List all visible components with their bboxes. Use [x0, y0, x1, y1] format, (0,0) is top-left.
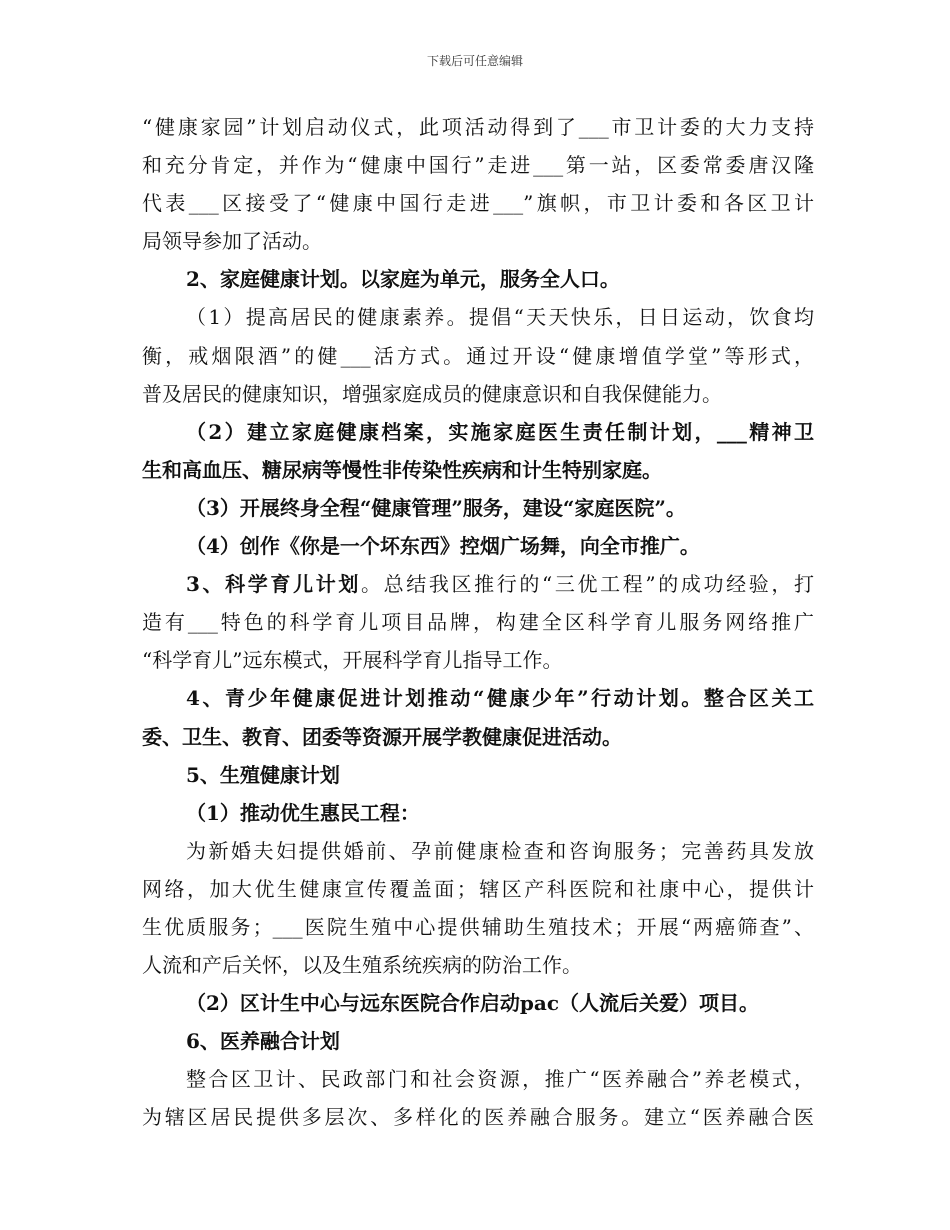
text-line: 局领导参加了活动。	[142, 229, 322, 254]
text-line	[142, 565, 814, 603]
text-line: 为新婚夫妇提供婚前、孕前健康检查和咨询服务；完善药具发放	[186, 838, 814, 863]
text-line: 整合区卫计、民政部门和社会资源，推广“医养融合”养老模式，	[186, 1067, 814, 1092]
text-line: 网络，加大优生健康宣传覆盖面；辖区产科医院和社康中心，提供计	[142, 876, 814, 901]
text-line: 5、生殖健康计划	[186, 762, 340, 787]
text-line: 生优质服务；___医院生殖中心提供辅助生殖技术；开展“两癌筛查”、	[142, 914, 814, 939]
text-line: “科学育儿”远东模式，开展科学育儿指导工作。	[142, 648, 563, 673]
text-line: 4、青少年健康促进计划推动“健康少年”行动计划。整合区关工	[186, 686, 814, 711]
text-line: “健康家园”计划启动仪式，此项活动得到了___市卫计委的大力支持	[142, 115, 814, 139]
text-line: 委、卫生、教育、团委等资源开展学教健康促进活动。	[142, 724, 622, 749]
page-header: 下载后可任意编辑	[426, 54, 523, 68]
heading-run: 3、科学育儿计划	[186, 572, 361, 597]
text-line: （2）区计生中心与远东医院合作启动pac（人流后关爱）项目。	[186, 991, 760, 1016]
text-line: （2）建立家庭健康档案，实施家庭医生责任制计划，___精神卫	[186, 419, 814, 444]
text-line: 人流和产后关怀，以及生殖系统疾病的防治工作。	[142, 953, 582, 978]
text-line: 普及居民的健康知识，增强家庭成员的健康意识和自我保健能力。	[142, 381, 722, 406]
text-line: 为辖区居民提供多层次、多样化的医养融合服务。建立“医养融合医	[142, 1105, 814, 1130]
text-line: 和充分肯定，并作为“健康中国行”走进___第一站，区委常委唐汉隆	[142, 153, 814, 178]
text-line: （1）提高居民的健康素养。提倡“天天快乐，日日运动，饮食均	[186, 305, 814, 330]
body-run: 。总结我区推行的“三优工程”的成功经验，打	[360, 572, 814, 597]
document-body	[142, 108, 814, 1137]
text-line: 生和高血压、糖尿病等慢性非传染性疾病和计生特别家庭。	[142, 457, 662, 482]
text-line: 造有___特色的科学育儿项目品牌，构建全区科学育儿服务网络推广	[142, 610, 814, 635]
text-line: 2、家庭健康计划。以家庭为单元，服务全人口。	[186, 267, 620, 292]
text-line: （4）创作《你是一个坏东西》控烟广场舞，向全市推广。	[186, 534, 700, 559]
text-line: （1）推动优生惠民工程：	[186, 800, 420, 825]
text-line: 6、医养融合计划	[186, 1029, 340, 1054]
text-line: 代表___区接受了“健康中国行走进___”旗帜，市卫计委和各区卫计	[142, 191, 814, 216]
text-line: 衡，戒烟限酒”的健___活方式。通过开设“健康增值学堂”等形式，	[142, 343, 814, 368]
text-line: （3）开展终身全程“健康管理”服务，建设“家庭医院”。	[186, 495, 686, 520]
